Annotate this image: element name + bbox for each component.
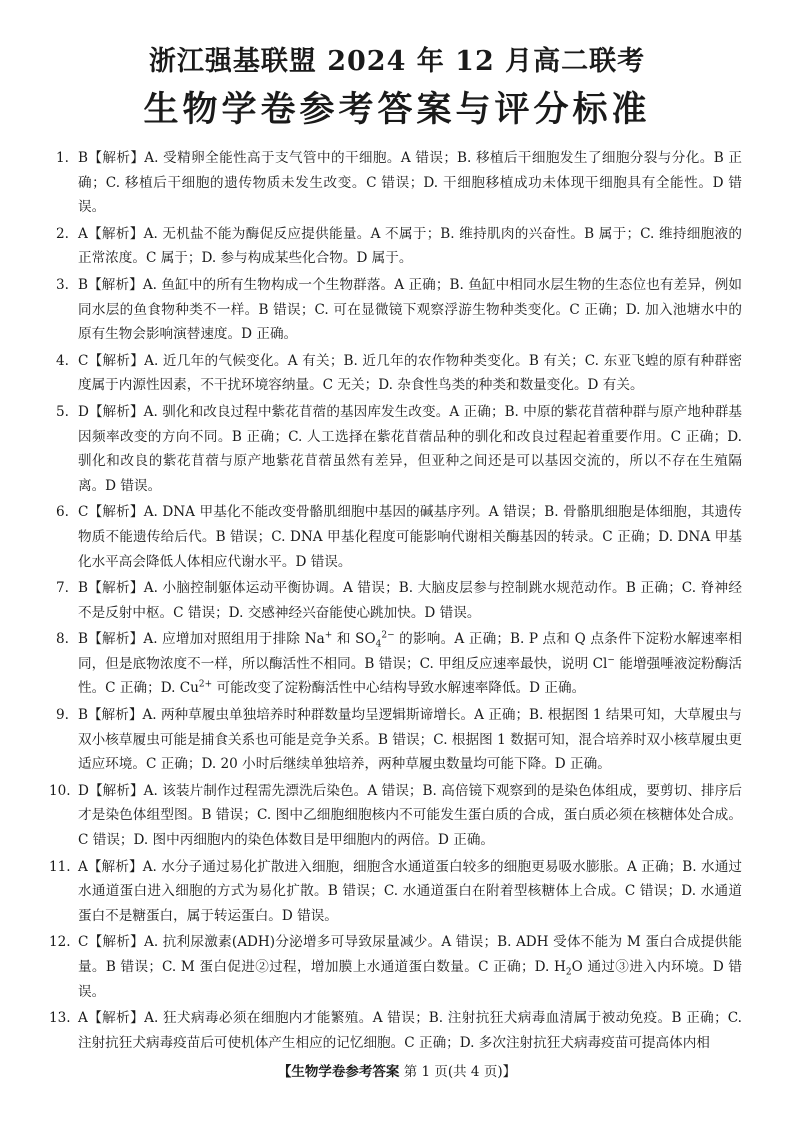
answer-item-13	[49, 1006, 742, 1055]
answer-number: 9.	[56, 707, 69, 724]
answer-text-part: 可能改变了淀粉酶活性中心结构导致水解速率降低。D 正确。	[212, 680, 586, 697]
superscript: +	[324, 630, 333, 641]
superscript: −	[607, 655, 615, 666]
answer-item-10	[49, 779, 742, 853]
answer-item-1	[56, 146, 742, 220]
answer-number: 4.	[56, 352, 69, 369]
answer-text: C【解析】A. DNA 甲基化不能改变骨骼肌细胞中基因的碱基序列。A 错误；B. 骨骼肌细胞是体细胞，其遗传物质不能遗传给后代。B 错误；C. DNA 甲基化程度可能影响代谢相关酶基因的转录。C 正确；D. DNA 甲基化水平高会降低人体相应代谢水平。D 错误。	[78, 504, 742, 570]
answer-number: 7.	[56, 580, 69, 597]
answer-item-4	[56, 349, 742, 398]
superscript: 2+	[198, 679, 213, 690]
answer-number: 6.	[56, 504, 69, 521]
answer-item-6	[56, 500, 742, 574]
answer-list	[49, 146, 743, 1057]
answer-text: A【解析】A. 狂犬病毒必须在细胞内才能繁殖。A 错误；B. 注射抗狂犬病毒血清属于被动免疫。B 正确；C. 注射抗狂犬病毒疫苗后可使机体产生相应的记忆细胞。C 正确；D. 多次注射抗狂犬病毒疫苗可提高体内相	[78, 1010, 742, 1051]
answer-number: 10.	[49, 782, 71, 799]
superscript: 2−	[381, 630, 395, 641]
answer-text-part: C【解析】A. 抗利尿激素(ADH)分泌增多可导致尿量减少。A 错误；B. ADH 受体不能为 M 蛋白合成提供能量。B 错误；C. M 蛋白促进②过程，增加膜上水通道蛋白数量。C 正确；D. H	[78, 934, 742, 975]
answer-item-9	[56, 703, 742, 777]
answer-text: A【解析】A. 无机盐不能为酶促反应提供能量。A 不属于；B. 维持肌肉的兴奋性。B 属于；C. 维持细胞液的正常浓度。C 属于；D. 参与构成某些化合物。D 属于。	[78, 225, 742, 267]
answer-number: 2.	[56, 225, 69, 242]
answer-text-part: 的影响。A 正确；B. P 点和 Q 点条件下淀粉水解速率相同，但是底物浓度不一样，所以酶活性不相同。B 错误；C. 甲组反应速率最快，说明 Cl	[78, 631, 742, 672]
answer-text-part: 能增强唾液淀粉酶活性。C 正确；D. Cu	[78, 655, 743, 697]
answer-item-5	[56, 400, 742, 498]
answer-text: B【解析】A. 受精卵全能性高于支气管中的干细胞。A 错误；B. 移植后干细胞发生了细胞分裂与分化。B 正确；C. 移植后干细胞的遗传物质未发生改变。C 错误；D. 干细胞移植成功未体现干细胞具有全能性。D 错误。	[78, 150, 742, 216]
answer-text: D【解析】A. 该装片制作过程需先漂洗后染色。A 错误；B. 高倍镜下观察到的是染色体组成，要剪切、排序后才是染色体组型图。B 错误；C. 图中乙细胞细胞核内不可能发生蛋白质的合成，蛋白质必须在核糖体处合成。C 错误；D. 图中丙细胞内的染色体数目是甲细胞内的两倍。D 正确。	[78, 782, 742, 849]
answer-number: 3.	[56, 276, 69, 293]
answer-text	[78, 934, 742, 999]
answer-number: 12.	[49, 934, 71, 951]
document-title: 生物学卷参考答案与评分标准	[143, 89, 651, 130]
page-footer	[0, 1060, 794, 1080]
answer-item-7	[56, 576, 742, 625]
answer-item-11	[49, 855, 742, 929]
answer-number: 13.	[49, 1010, 71, 1027]
answer-text-part: B【解析】A. 应增加对照组用于排除 Na	[78, 631, 325, 648]
subscript: 2	[565, 967, 572, 978]
answer-text-part: O 通过③进入内环境。D 错误。	[78, 959, 742, 1000]
answer-text: B【解析】A. 两种草履虫单独培养时种群数量均呈逻辑斯谛增长。A 正确；B. 根据图 1 结果可知，大草履虫与双小核草履虫可能是捕食关系也可能是竞争关系。B 错误；C. 根据图 1 数据可知，混合培养时双小核草履虫更适应环境。C 正确；D. 20 小时后继续单独培养，两种草履虫数量均可能下降。D 正确。	[78, 707, 742, 773]
answer-number: 5.	[56, 403, 69, 420]
answer-number: 8.	[56, 631, 69, 648]
answer-text	[78, 631, 742, 696]
page-header	[0, 44, 794, 136]
answer-text: B【解析】A. 鱼缸中的所有生物构成一个生物群落。A 正确；B. 鱼缸中相同水层生物的生态位也有差异，例如同水层的鱼食物种类不一样。B 错误；C. 可在显微镜下观察浮游生物种类变化。C 正确；D. 加入池塘水中的原有生物会影响演替速度。D 正确。	[78, 276, 742, 343]
answer-item-8	[56, 627, 742, 701]
footer-title: 【生物学卷参考答案	[277, 1064, 400, 1080]
exam-title: 浙江强基联盟 2024 年 12 月高二联考	[148, 46, 646, 77]
answer-item-3	[56, 273, 742, 347]
answer-item-12	[49, 930, 742, 1004]
answer-number: 11.	[49, 858, 71, 875]
answer-text-part: 和 SO	[332, 631, 376, 648]
subscript: 4	[375, 640, 382, 650]
answer-text: B【解析】A. 小脑控制躯体运动平衡协调。A 错误；B. 大脑皮层参与控制跳水规范动作。B 正确；C. 脊神经不是反射中枢。C 错误；D. 交感神经兴奋能使心跳加快。D 错误。	[78, 580, 742, 621]
answer-item-2	[56, 222, 742, 271]
answer-text: C【解析】A. 近几年的气候变化。A 有关；B. 近几年的农作物种类变化。B 有关；C. 东亚飞蝗的原有种群密度属于内源性因素，不干扰环境容纳量。C 无关；D. 杂食性鸟类的种类和数量变化。D 有关。	[78, 352, 742, 394]
answer-text: D【解析】A. 驯化和改良过程中紫花苜蓿的基因库发生改变。A 正确；B. 中原的紫花苜蓿种群与原产地种群基因频率改变的方向不同。B 正确；C. 人工选择在紫花苜蓿品种的驯化和改良过程起着重要作用。C 正确；D. 驯化和改良的紫花苜蓿与原产地紫花苜蓿虽然有差异，但亚种之间还是可以基因交流的，所以不存在生殖隔离。D 错误。	[78, 403, 742, 494]
answer-text: A【解析】A. 水分子通过易化扩散进入细胞，细胞含水通道蛋白较多的细胞更易吸水膨胀。A 正确；B. 水通过水通道蛋白进入细胞的方式为易化扩散。B 错误；C. 水通道蛋白在附着型核糖体上合成。C 错误；D. 水通道蛋白不是糖蛋白，属于转运蛋白。D 错误。	[78, 858, 742, 924]
footer-page-number: 第 1 页(共 4 页)】	[403, 1064, 517, 1080]
answer-number: 1.	[56, 150, 69, 166]
